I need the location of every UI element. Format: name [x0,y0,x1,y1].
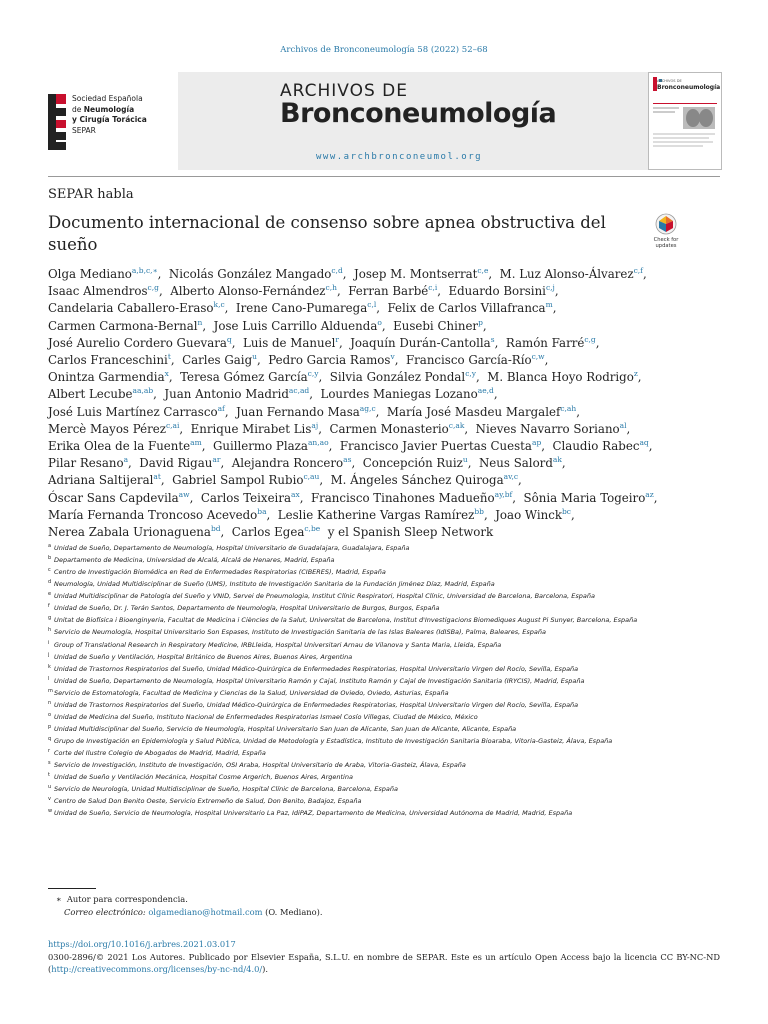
author-name: M. Ángeles Sánchez Quiroga [330,473,504,488]
author-affiliation-marker[interactable]: bc [561,506,571,516]
author-name: Ramón Farré [505,335,585,350]
author-affiliation-marker[interactable]: as [343,455,352,465]
author-line [48,318,724,335]
author-separator: , [160,473,173,488]
author-affiliation-marker[interactable]: c,f [633,266,643,276]
author-affiliation-marker[interactable]: c,w [531,352,545,362]
author-separator: , [319,473,331,488]
author-name: Eusebi Chiner [393,318,479,333]
affiliation-item [48,747,728,759]
affiliation-text: Corte del Ilustre Colegio de Abogados de Madrid, Madrid, España [54,749,266,758]
author-separator: , [476,370,488,385]
author-affiliation-marker[interactable]: c,be [304,524,321,534]
author-separator: , [648,439,657,454]
author-affiliation-marker[interactable]: av,c [503,472,519,482]
affiliation-item [48,639,728,651]
author-separator: , [512,490,524,505]
author-affiliation-marker[interactable]: c,d [331,266,343,276]
author-group: y el Spanish Sleep Network [327,525,494,540]
affiliation-item [48,614,728,626]
doi-link[interactable]: https://doi.org/10.1016/j.arbres.2021.03.017 [48,939,236,949]
affiliation-item [48,795,728,807]
author-affiliation-marker[interactable]: c,ai [165,420,180,430]
affiliation-item [48,651,728,663]
author-separator: , [351,456,363,471]
affiliation-key: g [48,615,52,622]
author-name: Nerea Zabala Urionaguena [48,525,211,540]
author-affiliation-marker[interactable]: v [390,352,395,362]
affiliation-text: Unidad de Sueño, Servicio de Neumología, Hospital Universitario La Paz, IdiPAZ, Departamento de Medicina, Universidad Autónoma de Madrid, Madrid, España [54,809,573,818]
author-affiliation-marker[interactable]: c,e [477,266,489,276]
author-name: Olga Mediano [48,267,132,281]
author-separator: , [488,267,500,281]
society-name: Sociedad Española de Neumología y Cirugía Torácica SEPAR [72,94,147,135]
author-name: Carlos Teixeira [200,490,291,505]
author-affiliation-marker[interactable]: u [252,352,257,362]
author-name: Erika Olea de la Fuente [48,439,191,454]
author-affiliation-marker[interactable]: r [335,334,339,344]
affiliation-item [48,626,728,638]
section-label: SEPAR habla [48,187,134,202]
author-line [48,455,724,472]
author-separator: , [464,421,476,436]
affiliation-key: a [48,543,52,549]
author-name: Gabriel Sampol Rubio [172,473,304,488]
affiliation-item [48,663,728,675]
author-line [48,266,724,283]
author-affiliation-marker[interactable]: m [545,300,553,310]
author-affiliation-marker[interactable]: ak [552,455,562,465]
license-link[interactable]: http://creativecommons.org/licenses/by-nc-nd/4.0/ [51,964,263,974]
separ-logo [48,92,176,152]
affiliation-item [48,783,728,795]
journal-reference[interactable]: Archivos de Bronconeumología 58 (2022) 52–68 [280,45,488,55]
separ-logo-icon [48,94,68,150]
author-separator: , [570,507,579,522]
author-affiliation-marker[interactable]: af [217,403,225,413]
affiliation-text: Centro de Investigación Biomédica en Red de Enfermedades Respiratorias (CIBERES), Madrid, España [54,568,386,577]
author-name: Felix de Carlos Villafranca [387,301,546,316]
author-line [48,369,724,386]
author-separator: , [483,507,496,522]
affiliation-item [48,578,728,590]
affiliation-item [48,566,728,578]
author-line [48,438,724,455]
author-name: Luis de Manuel [242,335,336,350]
author-affiliation-marker[interactable]: a [123,455,129,465]
journal-cover-thumbnail [648,72,722,170]
author-separator: , [494,335,506,350]
author-affiliation-marker[interactable]: c,l [367,300,377,310]
author-affiliation-marker[interactable]: bd [210,524,221,534]
author-affiliation-marker[interactable]: aq [639,438,649,448]
author-name: Teresa Gómez García [180,370,308,385]
author-affiliation-marker[interactable]: c,g [147,283,159,293]
author-separator: , [544,353,553,368]
author-separator: , [231,335,243,350]
affiliation-text: Unidad de Sueño y Ventilación, Hospital Británico de Buenos Aires, Buenos Aires, Argentina [54,652,353,661]
author-affiliation-marker[interactable]: x [164,369,169,379]
author-line [48,490,724,507]
author-affiliation-marker[interactable]: ax [291,489,300,499]
affiliation-text: Unidad Multidisciplinar del Sueño, Servicio de Neumología, Hospital Universitario San Juan de Alicante, San Juan de Alicante, Alicante, España [54,725,517,734]
author-separator: , [179,421,191,436]
affiliation-item [48,554,728,566]
author-name: Adriana Saltijeral [48,473,154,488]
author-affiliation-marker[interactable]: az [645,489,654,499]
author-affiliation-marker[interactable]: c,y [307,369,319,379]
author-name: Óscar Sans Capdevila [48,490,179,505]
author-name: Carles Gaig [182,353,253,368]
author-separator: , [642,267,651,281]
affiliation-text: Unidad de Medicina del Sueño, Instituto Nacional de Enfermedades Respiratorias Ismael Cosío Villegas, Ciudad de México, México [54,713,478,722]
author-separator: , [376,301,388,316]
journal-url[interactable]: www.archbronconeumol.org [316,152,483,162]
author-affiliation-marker[interactable]: c,j [545,283,555,293]
author-affiliation-marker[interactable]: ae,d [477,386,494,396]
author-separator: , [153,387,165,402]
author-name: Ferran Barbé [348,284,429,299]
author-affiliation-marker[interactable]: t [167,352,171,362]
author-affiliation-marker[interactable]: bb [474,506,484,516]
author-affiliation-marker[interactable]: ay,bf [494,489,513,499]
author-separator: , [328,439,340,454]
author-line [48,386,724,403]
author-affiliation-marker[interactable]: aw [178,489,190,499]
author-name: Nicolás González Mangado [168,267,332,281]
author-name: Neus Salord [478,456,553,471]
affiliation-item [48,723,728,735]
author-line [48,472,724,489]
author-separator: , [375,404,387,419]
author-name: Jose Luis Carrillo Alduenda [213,318,378,333]
author-affiliation-marker[interactable]: c,au [303,472,320,482]
affiliation-text: Servicio de Estomatología, Facultad de Medicina y Ciencias de la Salud, Universidad de Oviedo, Oviedo, Asturias, España [54,688,449,697]
author-line [48,352,724,369]
affiliation-text: Centro de Salud Don Benito Oeste, Servicio Extremeño de Salud, Don Benito, Badajoz, España [54,797,362,806]
author-name: Carlos Egea [231,525,305,540]
author-separator: , [157,267,169,281]
author-separator: , [201,439,213,454]
affiliation-text: Unidad de Sueño, Departamento de Neumología, Hospital Universitario de Guadalajara, Guadalajara, España [54,544,410,553]
affiliation-item [48,699,728,711]
affiliation-item [48,675,728,687]
author-separator: , [552,301,561,316]
author-name: David Rigau [139,456,213,471]
author-separator: , [170,353,183,368]
author-affiliation-marker[interactable]: c,ah [560,403,577,413]
cover-figure-graphic [653,103,717,163]
affiliation-key: c [48,567,51,574]
author-name: José Aurelio Cordero Guevara [48,335,227,350]
affiliation-text: Neumología, Unidad Multidisciplinar de Sueño (UMS), Instituto de Investigación Sanitaria de la Fundación Jiménez Díaz, Madrid, España [54,580,495,589]
affiliation-text: Servicio de Neumología, Hospital Universitario Son Espases, Instituto de Investigación Sanitaria de las Islas Baleares (IdISBa), Palma, Baleares, España [54,628,546,637]
affiliation-key: d [48,579,52,586]
author-affiliation-marker[interactable]: o [377,317,382,327]
affiliation-text: Grupo de Investigación en Epidemiología y Salud Pública, Unidad de Metodología y Estadística, Instituto de Investigación Sanitaria Bioaraba, Vitoria-Gasteiz, Álava, España [54,737,613,746]
affiliation-key: i [48,639,50,646]
author-name: Carlos Franceschini [48,353,168,368]
affiliation-item [48,542,728,554]
affiliation-key: j [48,651,50,658]
masthead [48,72,720,172]
author-name: Isaac Almendros [48,284,148,299]
affiliation-item [48,590,728,602]
author-name: Carmen Carmona-Bernal [48,318,198,333]
author-name: Lourdes Maniegas Lozano [320,387,478,402]
author-separator: , [299,490,311,505]
author-name: Joaquín Durán-Cantolla [350,335,491,350]
author-separator [320,525,328,539]
author-separator: , [653,490,662,505]
author-separator: , [518,473,526,488]
license-statement: 0300-2896/© 2021 Los Autores. Publicado por Elsevier España, S.L.U. en nombre de SEPAR. Este es un artículo Open Access bajo la licencia CC BY-NC-ND (http://creativecommons.org/licenses/by-nc-nd/4.0/). [48,952,720,974]
affiliation-item [48,807,728,819]
author-line [48,300,724,317]
affiliation-key: w [48,808,53,815]
author-name: Leslie Katherine Vargas Ramírez [277,507,475,522]
author-affiliation-marker[interactable]: ag,c [359,403,376,413]
affiliation-text: Unidad de Trastornos Respiratorios del Sueño, Unidad Médico-Quirúrgica de Enfermedades Respiratorias, Hospital Universitario Virgen del Rocío, Sevilla, España [54,700,579,709]
author-line [48,335,724,352]
author-separator: , [202,318,214,333]
affiliation-key: h [48,627,52,634]
affiliation-item [48,602,728,614]
affiliation-text: Unidad de Trastornos Respiratorios del Sueño, Unidad Médico-Quirúrgica de Enfermedades Respiratorias, Hospital Universitario Virgen del Rocío, Sevilla, España [54,664,579,673]
author-name: M. Luz Alonso-Álvarez [499,267,634,281]
affiliation-key: u [48,784,52,791]
author-name: Onintza Garmendia [48,370,165,385]
author-name: Eduardo Borsini [448,284,546,299]
author-affiliation-marker[interactable]: ac,ad [288,386,310,396]
author-separator: , [394,353,406,368]
author-separator: , [437,284,449,299]
author-name: Claudio Rabec [552,439,640,454]
affiliation-key: f [48,603,50,610]
author-affiliation-marker[interactable]: at [153,472,161,482]
author-affiliation-marker[interactable]: k,c [213,300,225,310]
affiliation-key: p [48,723,52,730]
check-updates-icon [655,213,677,237]
author-affiliation-marker[interactable]: z [633,369,638,379]
footnote-divider [48,888,96,889]
affiliation-key: o [48,711,52,718]
affiliation-text: Group of Translational Research in Respiratory Medicine, IRBLleida, Hospital Universitari Arnau de Vilanova y Santa Maria, Lleida, España [54,640,502,649]
author-separator: , [318,370,330,385]
author-name: José Luis Martínez Carrasco [48,404,218,419]
author-name: Irene Cano-Pumarega [235,301,368,316]
author-name: Silvia González Pondal [329,370,466,385]
author-separator: , [541,439,553,454]
author-separator: , [220,456,232,471]
author-name: Concepción Ruiz [362,456,463,471]
author-affiliation-marker[interactable]: q [226,334,232,344]
corresponding-email-link[interactable]: olgamediano@hotmail.com [148,907,263,917]
corresponding-author-footnote: ∗ Autor para correspondencia. Correo electrónico: olgamediano@hotmail.com (O. Mediano). [56,894,323,917]
author-separator: , [158,284,171,299]
affiliation-text: Unitat de Biofísica i Bioenginyeria, Facultat de Medicina i Ciències de la Salut, Universitat de Barcelona, Institut d'Investigacions Biomediques August Pi Sunyer, Barcelona, España [54,616,638,625]
affiliation-key: e [48,591,52,598]
author-line [48,283,724,300]
affiliation-text: Unidad de Sueño, Departamento de Neumología, Hospital Universitario Ramón y Cajal, Instituto Ramón y Cajal de Investigación Sanitaria (IRYCIS), Madrid, España [54,676,585,685]
author-separator: , [224,301,236,316]
header-divider [48,176,720,177]
affiliation-item [48,771,728,783]
affiliation-key: t [48,772,50,779]
author-affiliation-marker[interactable]: an,ao [307,438,329,448]
author-separator: , [189,490,201,505]
affiliation-key: s [48,760,51,767]
affiliation-key: m [48,687,53,694]
author-separator: , [482,318,491,333]
check-for-updates-button[interactable] [646,213,686,253]
author-name: María Fernanda Troncoso Acevedo [48,507,258,522]
author-separator: , [256,353,269,368]
check-updates-label: Check for updates [653,237,679,249]
author-name: Guillermo Plaza [212,439,308,454]
author-separator: , [224,404,237,419]
author-name: Carmen Monasterio [329,421,449,436]
author-affiliation-marker[interactable]: u [462,455,468,465]
author-affiliation-marker[interactable]: s [490,334,495,344]
author-affiliation-marker[interactable]: n [197,317,203,327]
affiliation-key: q [48,736,52,742]
journal-title-top: ARCHIVOS DE [280,81,408,101]
author-affiliation-marker[interactable]: c,i [428,283,438,293]
author-name: Pedro Garcia Ramos [268,353,391,368]
author-separator: , [318,421,330,436]
author-name: M. Blanca Hoyo Rodrigo [487,370,634,385]
affiliation-text: Unidad de Sueño, Dr. J. Terán Santos, Departamento de Neumología, Hospital Universitario de Burgos, Burgos, España [54,604,440,613]
affiliation-text: Unidad de Sueño y Ventilación Mecánica, Hospital Cosme Argerich, Buenos Aires, Argentina [54,773,353,782]
author-separator: , [220,525,232,540]
author-name: Albert Lecube [48,387,133,402]
author-affiliation-marker[interactable]: aa,ab [132,386,154,396]
affiliation-key: k [48,663,51,670]
cover-title-top: ARCHIVOS DE [657,79,682,83]
author-affiliation-marker[interactable]: c,y [465,369,477,379]
author-separator: , [626,421,635,436]
author-name: Alberto Alonso-Fernández [170,284,326,299]
author-affiliation-marker[interactable]: p [478,317,483,327]
author-affiliation-marker[interactable]: am [190,438,202,448]
author-separator: , [561,456,570,471]
author-affiliation-marker[interactable]: c,ak [448,420,465,430]
affiliation-key: b [48,555,52,562]
author-separator: , [128,456,140,471]
author-separator: , [266,507,278,522]
author-line [48,524,724,541]
author-affiliation-marker[interactable]: a,b,c,∗ [131,266,158,276]
author-name: Juan Antonio Madrid [164,387,289,402]
author-name: Joao Winck [495,507,562,522]
affiliation-text: Servicio de Neurología, Unidad Multidisciplinar de Sueño, Hospital Clínic de Barcelona, Barcelona, España [54,785,398,794]
affiliation-key: r [48,748,51,755]
author-name: Sônia Maria Togeiro [523,490,646,505]
author-affiliation-marker[interactable]: ba [257,506,267,516]
affiliation-key: v [48,796,51,803]
affiliation-key: l [48,675,50,682]
author-separator: , [576,404,584,419]
affiliation-text: Unidad Multidisciplinar de Patología del Sueño y VNID, Servei de Pneumologia, Institut Clínic Respiratori, Hospital Clínic, Universidad de Barcelona, Barcelona, España [54,592,595,601]
author-separator: , [338,335,351,350]
author-name: Francisco García-Río [405,353,532,368]
cover-title-main: Bronconeumología [657,84,721,91]
affiliation-item [48,687,728,699]
affiliation-item [48,735,728,747]
author-line [48,507,724,524]
author-separator: , [637,370,646,385]
author-affiliation-marker[interactable]: ar [212,455,221,465]
author-affiliation-marker[interactable]: c,g [584,334,596,344]
affiliation-text: Servicio de Investigación, Instituto de Investigación, OSI Araba, Hospital Universitario de Araba, Vitoria-Gasteiz, Álava, España [54,761,466,770]
author-separator: , [554,284,563,299]
author-name: Enrique Mirabet Lis [190,421,312,436]
affiliation-key: n [48,699,52,706]
author-list [48,266,724,541]
author-name: Josep M. Montserrat [354,267,478,281]
author-name: Alejandra Roncero [231,456,344,471]
author-affiliation-marker[interactable]: al [619,420,627,430]
author-line [48,404,724,421]
author-separator: , [493,387,502,402]
author-name: Nieves Navarro Soriano [475,421,620,436]
author-separator: , [595,335,604,350]
author-name: Pilar Resano [48,456,124,471]
author-affiliation-marker[interactable]: aj [311,420,319,430]
author-separator: , [336,284,349,299]
affiliation-item [48,711,728,723]
author-separator: , [467,456,479,471]
author-separator: , [309,387,321,402]
author-name: Francisco Javier Puertas Cuesta [339,439,532,454]
article-title: Documento internacional de consenso sobre apnea obstructiva del sueño [48,213,606,254]
author-separator: , [381,318,394,333]
author-name: Juan Fernando Masa [236,404,360,419]
author-name: Candelaria Caballero-Eraso [48,301,214,316]
author-line [48,421,724,438]
author-name: Mercè Mayos Pérez [48,421,166,436]
affiliation-item [48,759,728,771]
author-affiliation-marker[interactable]: ap [531,438,542,448]
affiliation-list [48,542,728,819]
author-separator: , [168,370,181,385]
affiliation-text: Departamento de Medicina, Universidad de Alcalá, Alcalá de Henares, Madrid, España [54,556,335,565]
author-name: María José Masdeu Margalef [386,404,561,419]
author-affiliation-marker[interactable]: c,h [325,283,337,293]
journal-title-main: Bronconeumología [280,98,557,129]
author-name: Francisco Tinahones Madueño [310,490,495,505]
author-separator: , [342,267,354,281]
